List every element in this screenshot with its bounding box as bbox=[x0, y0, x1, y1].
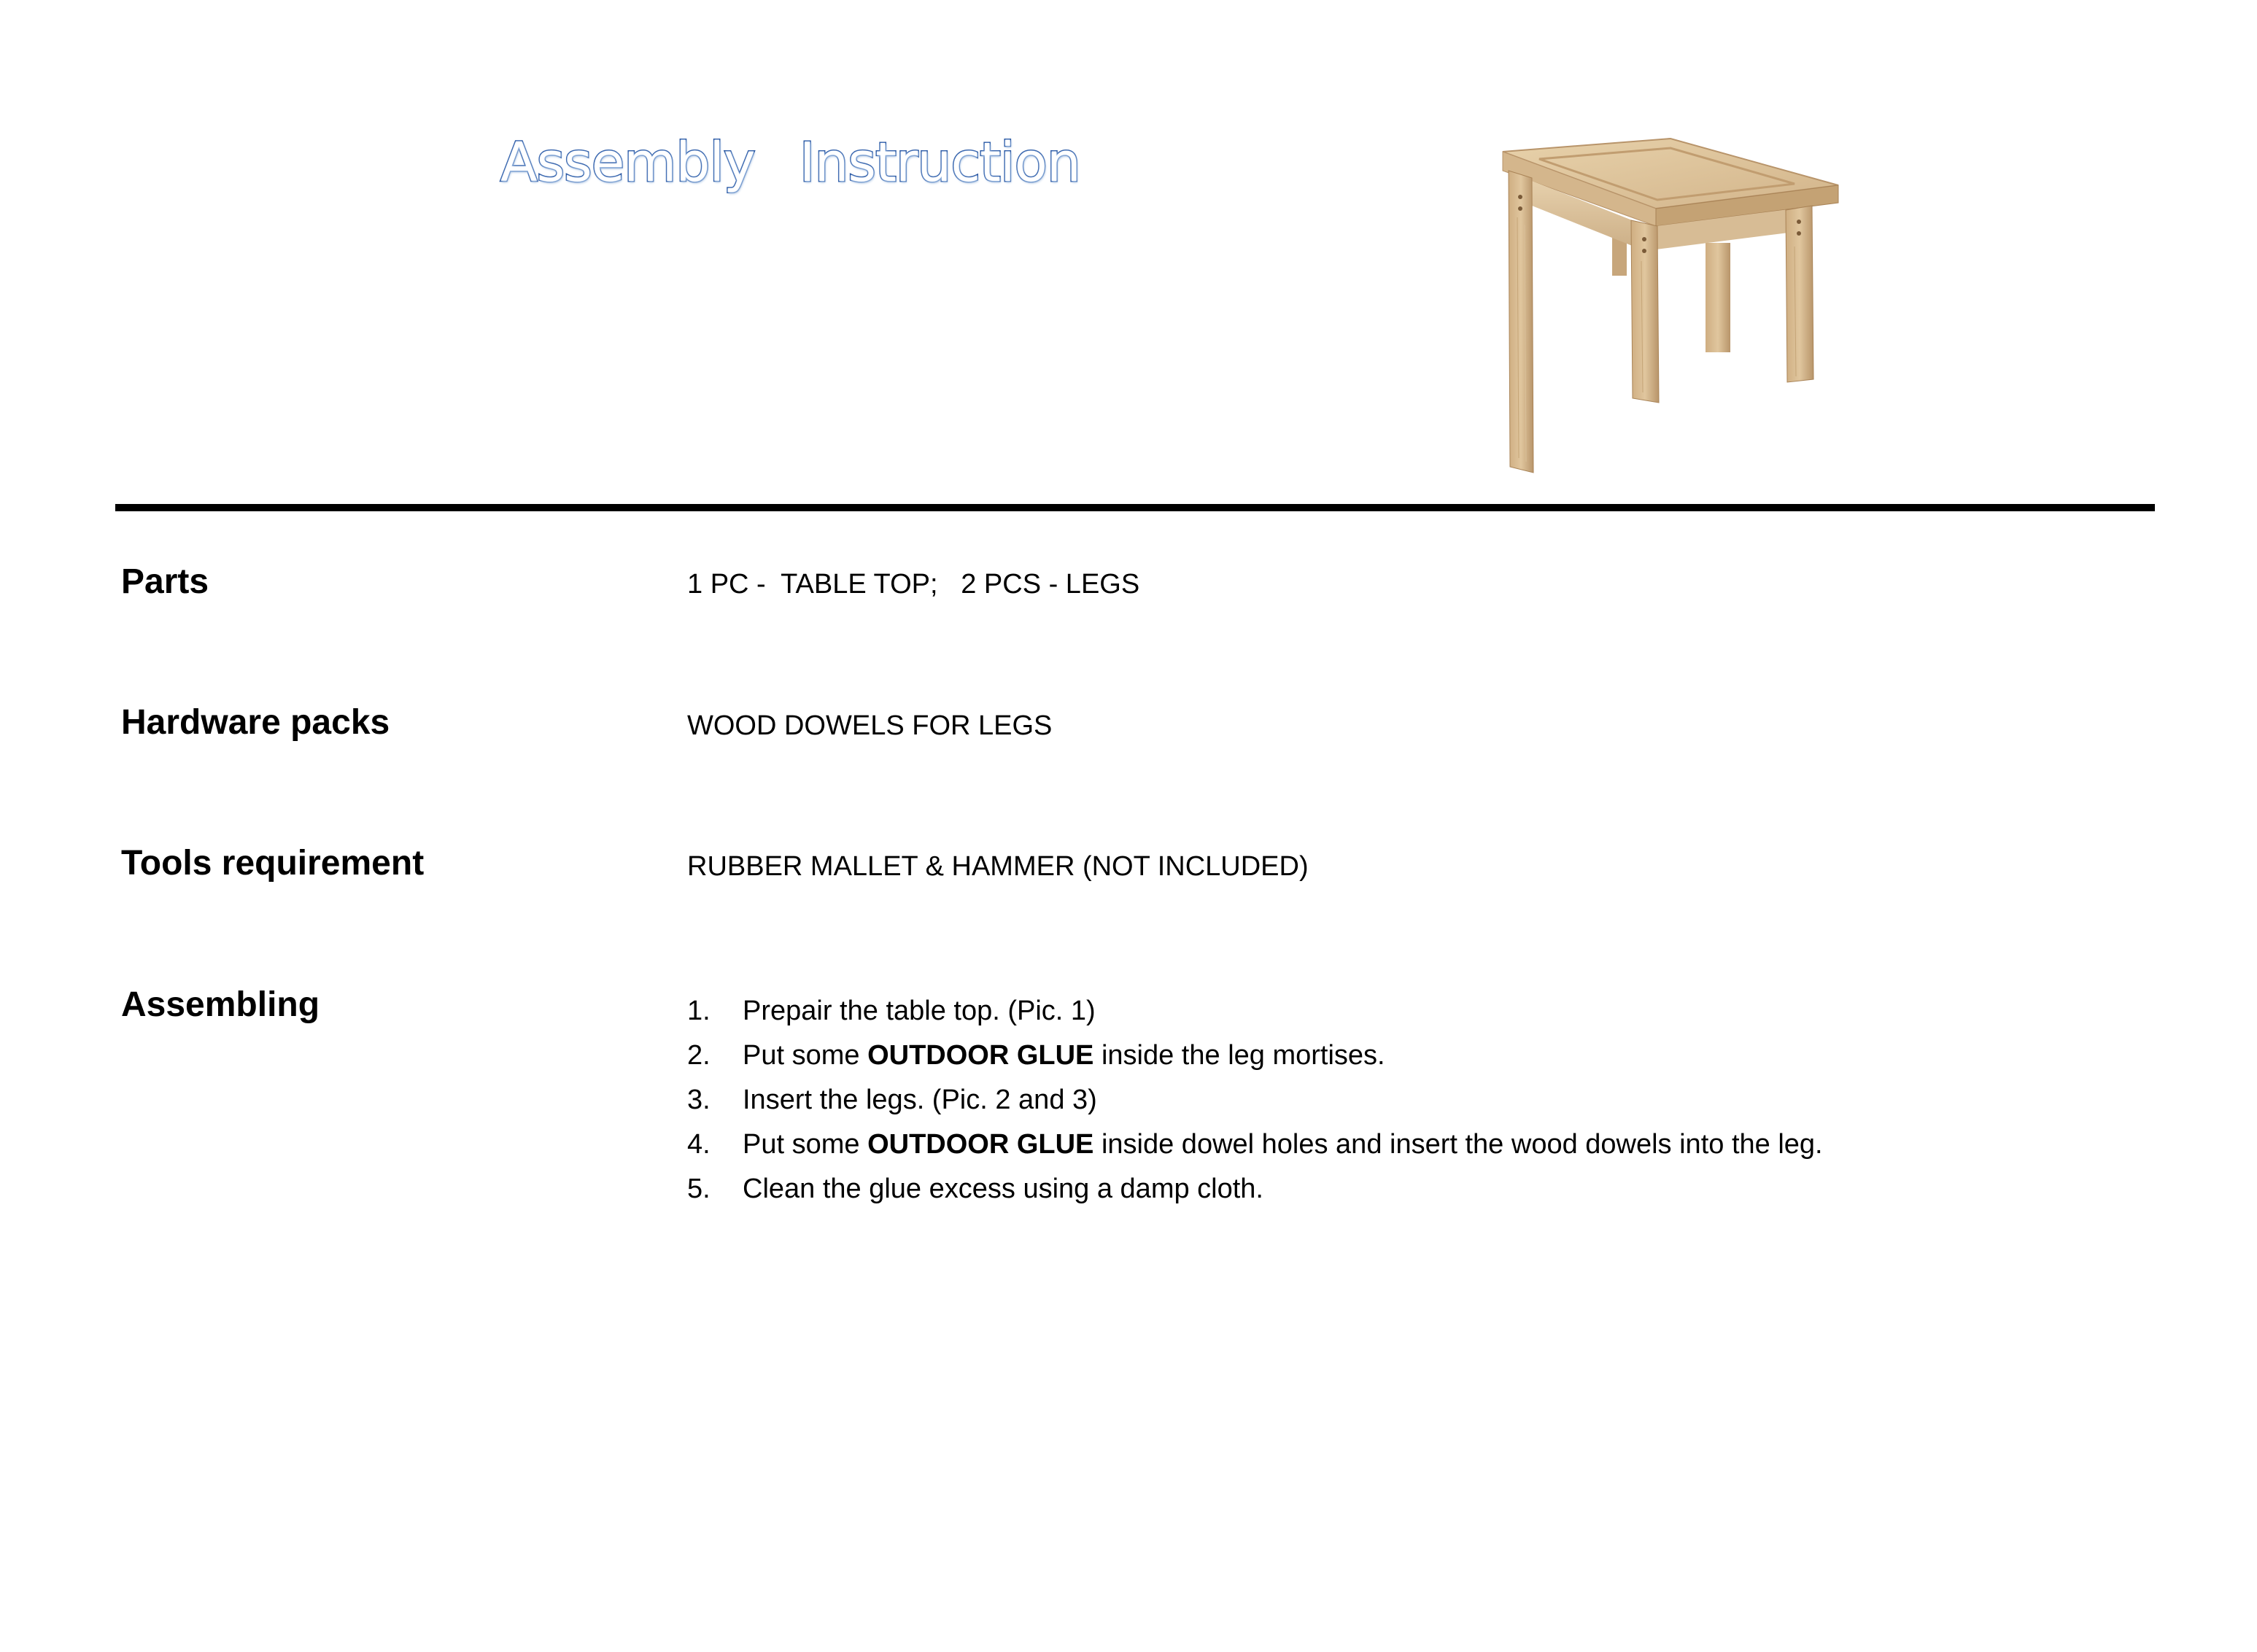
parts-value: 1 PC - TABLE TOP; 2 PCS - LEGS bbox=[687, 569, 1140, 600]
assembly-steps-list bbox=[687, 989, 1823, 1211]
assembly-step bbox=[687, 989, 1823, 1034]
parts-label: Parts bbox=[121, 562, 209, 601]
step-number: 4. bbox=[687, 1129, 711, 1160]
hardware-packs-value: WOOD DOWELS FOR LEGS bbox=[687, 710, 1053, 741]
step-number: 1. bbox=[687, 996, 711, 1026]
tools-requirement-value: RUBBER MALLET & HAMMER (NOT INCLUDED) bbox=[687, 851, 1309, 882]
assembly-step bbox=[687, 1122, 1823, 1167]
step-text: Insert the legs. (Pic. 2 and 3) bbox=[743, 1085, 1097, 1115]
assembly-step bbox=[687, 1167, 1823, 1211]
emphasis-text: OUTDOOR GLUE bbox=[867, 1129, 1094, 1160]
step-number: 5. bbox=[687, 1174, 711, 1204]
step-number: 3. bbox=[687, 1085, 711, 1115]
section-divider bbox=[115, 504, 2155, 511]
emphasis-text: OUTDOOR GLUE bbox=[867, 1040, 1094, 1071]
step-text: Clean the glue excess using a damp cloth. bbox=[743, 1174, 1263, 1204]
assembly-step bbox=[687, 1078, 1823, 1122]
step-text: Prepair the table top. (Pic. 1) bbox=[743, 996, 1096, 1026]
page-title: Assembly Instruction bbox=[500, 131, 1080, 194]
step-text: Put some OUTDOOR GLUE inside the leg mortises. bbox=[743, 1040, 1385, 1071]
assembling-label: Assembling bbox=[121, 985, 320, 1024]
step-number: 2. bbox=[687, 1040, 711, 1071]
hardware-packs-label: Hardware packs bbox=[121, 703, 390, 742]
tools-requirement-label: Tools requirement bbox=[121, 844, 425, 883]
step-text: Put some OUTDOOR GLUE inside dowel holes and insert the wood dowels into the leg. bbox=[743, 1129, 1823, 1160]
assembly-step bbox=[687, 1034, 1823, 1078]
teak-side-table-image bbox=[1488, 130, 1853, 480]
